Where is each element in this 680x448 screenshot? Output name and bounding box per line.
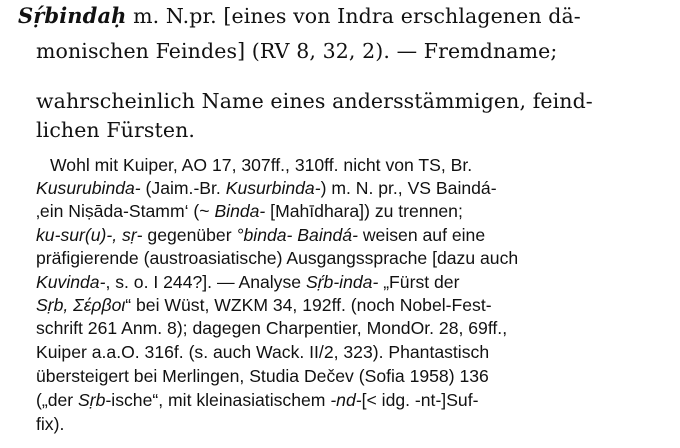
commentary-text: ) m. N. pr., VS Baindá- (320, 178, 497, 198)
commentary-text: präfigierende (austroasiatische) Ausgangssprache [dazu auch (36, 248, 519, 268)
commentary-text: Kuiper a.a.O. 316f. (s. auch Wack. II/2, 323). Phantastisch (36, 342, 490, 362)
commentary-text: -ische“, mit kleinasiatischem (105, 390, 331, 410)
commentary-text: weisen auf eine (357, 225, 486, 245)
commentary-line-10 (36, 366, 489, 387)
commentary-italic: -nd- (330, 390, 362, 410)
commentary-line-4 (36, 225, 485, 246)
entry-headword: Sṛ́bindaḥ (18, 3, 127, 28)
commentary-italic: Kuvinda- (36, 272, 106, 292)
commentary-italic: Binda- (214, 201, 266, 221)
commentary-text: fix). (36, 414, 65, 434)
entry-line-3 (36, 89, 593, 113)
commentary-text: [< idg. -nt-]Suf- (361, 390, 479, 410)
commentary-line-6 (36, 272, 459, 293)
commentary-text: , s. o. I 244?]. — Analyse (105, 272, 306, 292)
commentary-line-9 (36, 342, 489, 363)
commentary-text: (Jaim.-Br. (140, 178, 226, 198)
commentary-italic: Kusurbinda- (225, 178, 321, 198)
commentary-line-5 (36, 248, 518, 269)
commentary-italic: Sṛ́b-inda- (305, 272, 379, 292)
commentary-line-8 (36, 318, 507, 339)
commentary-line-3 (36, 201, 463, 222)
commentary-text: ‚ein Niṣāda-Stamm‘ (~ (36, 201, 215, 221)
commentary-text: übersteigert bei Merlingen, Studia Dečev (Sofia 1958) 136 (36, 366, 489, 386)
entry-text-1: m. N.pr. [eines von Indra erschlagenen dä- (126, 4, 581, 28)
commentary-line-12 (36, 414, 64, 435)
commentary-text: [Mahīdhara]) zu trennen; (265, 201, 463, 221)
entry-line-2 (36, 39, 557, 63)
entry-line-1 (18, 3, 581, 28)
entry-text-3: wahrscheinlich Name eines andersstämmigen, feind- (36, 89, 593, 113)
commentary-line-2 (36, 178, 497, 199)
commentary-text: gegenüber (142, 225, 237, 245)
commentary-text: “ bei Wüst, WZKM 34, 192ff. (noch Nobel-Fest- (125, 295, 492, 315)
commentary-text: („der (36, 390, 79, 410)
commentary-text: Wohl mit Kuiper, AO 17, 307ff., 310ff. nicht von TS, Br. (50, 155, 473, 175)
commentary-line-11 (36, 390, 478, 411)
commentary-line-7 (36, 295, 492, 316)
entry-text-2: monischen Feindes] (RV 8, 32, 2). — Fremdname; (36, 39, 558, 63)
commentary-italic: ku-sur(u)-, sṛ- (36, 225, 143, 245)
commentary-text: „Fürst der (378, 272, 460, 292)
commentary-text: schrift 261 Anm. 8); dagegen Charpentier, MondOr. 28, 69ff., (36, 318, 508, 338)
commentary-italic: Kusurubinda- (36, 178, 141, 198)
entry-line-4 (36, 118, 195, 142)
entry-text-4: lichen Fürsten. (36, 118, 195, 142)
commentary-line-1 (50, 155, 472, 176)
commentary-italic: Sṛb (78, 390, 106, 410)
commentary-italic: °binda- Baindá- (236, 225, 358, 245)
commentary-italic: Sṛb, Σέρβοι (36, 295, 126, 315)
